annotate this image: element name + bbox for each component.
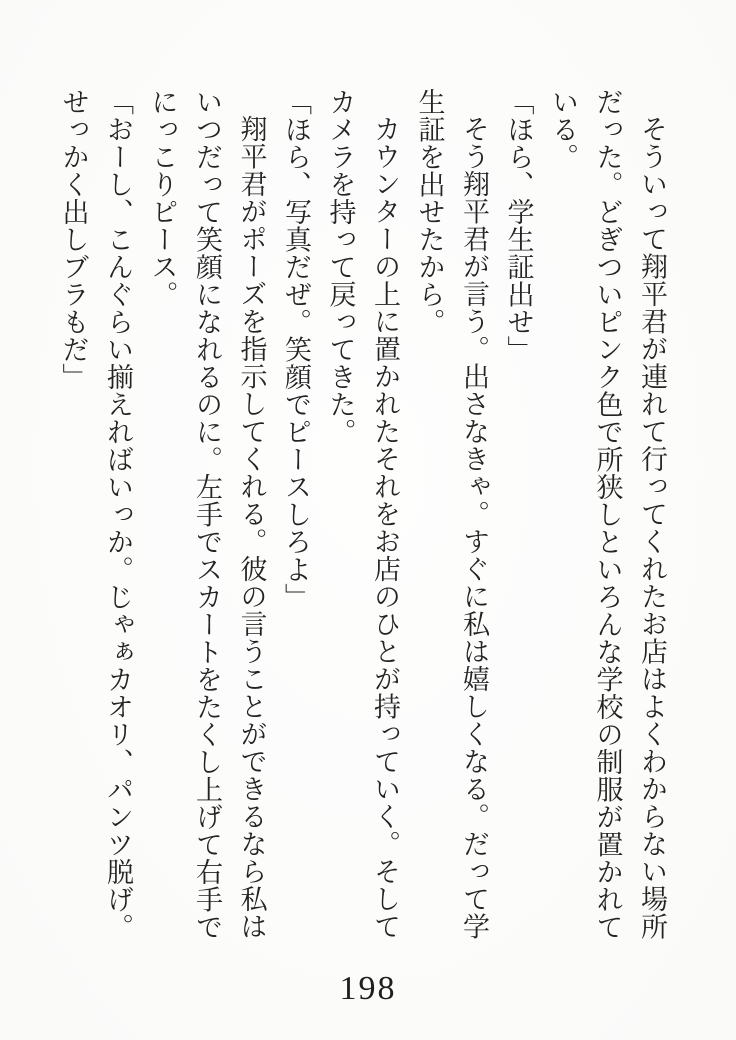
text-column: 「ほら、学生証出せ」	[503, 88, 534, 363]
text-column: いる。	[548, 88, 578, 171]
text-column: カメラを持って戻ってきた。	[325, 88, 356, 446]
text-column: にっこりピース。	[147, 88, 178, 308]
text-column: カウンターの上に置かれたそれをお店のひとが持っていく。そして	[370, 115, 400, 940]
text-column: そういって翔平君が連れて行ってくれたお店はよくわからない場所	[637, 115, 667, 940]
text-column: 翔平君がポーズを指示してくれる。彼の言うことができるなら私は	[236, 115, 267, 940]
text-column: だった。どぎついピンク色で所狭しといろんな学校の制服が置かれて	[592, 88, 623, 941]
page-number: 198	[339, 970, 397, 1007]
text-column: 「ほら、写真だぜ。笑顔でピースしろよ」	[281, 88, 311, 611]
text-column: そう翔平君が言う。出さなきゃ。すぐに私は嬉しくなる。だって学	[459, 115, 489, 940]
text-column: 「おーし、こんぐらい揃えればいっか。じゃぁカオリ、パンツ脱げ。	[103, 88, 133, 941]
text-column: 生証を出せたから。	[414, 88, 445, 336]
text-column: せっかく出しブラもだ」	[58, 88, 89, 391]
vertical-text-block	[51, 88, 674, 944]
text-column: いつだって笑顔になれるのに。左手でスカートをたくし上げて右手で	[192, 88, 222, 941]
